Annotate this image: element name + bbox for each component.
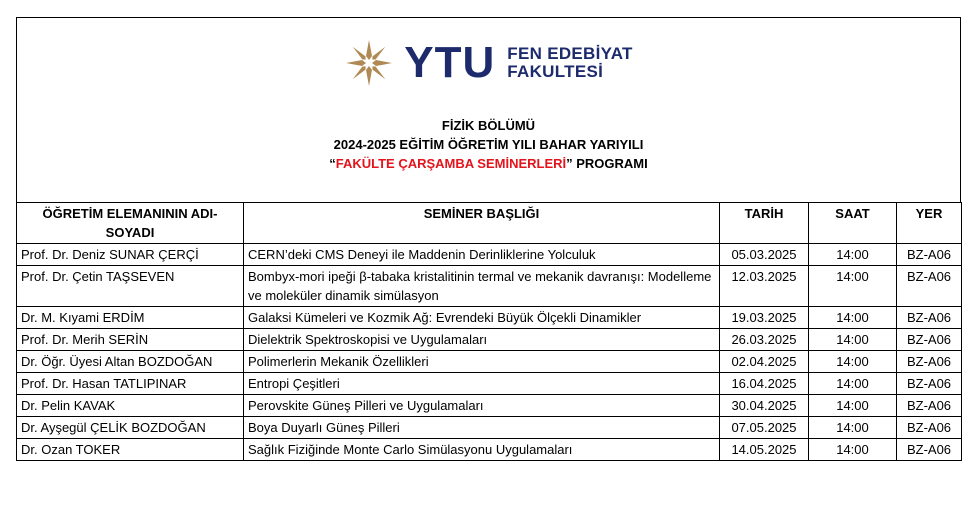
date-cell: 16.04.2025	[720, 373, 809, 395]
date-cell: 30.04.2025	[720, 395, 809, 417]
table-row	[17, 244, 962, 266]
date-cell: 14.05.2025	[720, 439, 809, 461]
place-cell: BZ-A06	[897, 395, 962, 417]
table-row	[17, 395, 962, 417]
star-emblem-icon	[344, 38, 394, 88]
lecturer-cell: Prof. Dr. Merih SERİN	[17, 329, 244, 351]
lecturer-cell: Dr. Ozan TOKER	[17, 439, 244, 461]
date-cell: 07.05.2025	[720, 417, 809, 439]
table-row	[17, 439, 962, 461]
seminar-title-cell: Galaksi Kümeleri ve Kozmik Ağ: Evrendeki Büyük Ölçekli Dinamikler	[244, 307, 720, 329]
seminar-title-cell: Perovskite Güneş Pilleri ve Uygulamaları	[244, 395, 720, 417]
time-cell: 14:00	[809, 417, 897, 439]
column-header-title: SEMİNER BAŞLIĞI	[244, 203, 720, 244]
place-cell: BZ-A06	[897, 417, 962, 439]
lecturer-cell: Dr. M. Kıyami ERDİM	[17, 307, 244, 329]
date-cell: 26.03.2025	[720, 329, 809, 351]
place-cell: BZ-A06	[897, 351, 962, 373]
seminar-document	[16, 17, 961, 461]
time-cell: 14:00	[809, 395, 897, 417]
place-cell: BZ-A06	[897, 266, 962, 307]
time-cell: 14:00	[809, 266, 897, 307]
lecturer-cell: Prof. Dr. Deniz SUNAR ÇERÇİ	[17, 244, 244, 266]
logo-faculty-line1: FEN EDEBİYAT	[507, 44, 633, 63]
time-cell: 14:00	[809, 439, 897, 461]
time-cell: 14:00	[809, 244, 897, 266]
document-header	[16, 17, 961, 202]
lecturer-cell: Dr. Pelin KAVAK	[17, 395, 244, 417]
date-cell: 19.03.2025	[720, 307, 809, 329]
program-title	[17, 154, 960, 173]
term-title: 2024-2025 EĞİTİM ÖĞRETİM YILI BAHAR YARIYILI	[333, 137, 644, 152]
table-row	[17, 417, 962, 439]
program-open-quote: “	[329, 156, 336, 171]
time-cell: 14:00	[809, 373, 897, 395]
seminar-title-cell: Bombyx-mori ipeği β-tabaka kristalitinin termal ve mekanik davranışı: Modelleme ve moleküler dinamik simülasyon	[244, 266, 720, 307]
document-titles	[17, 116, 960, 173]
lecturer-cell: Prof. Dr. Hasan TATLIPINAR	[17, 373, 244, 395]
seminar-table	[16, 202, 962, 461]
time-cell: 14:00	[809, 307, 897, 329]
time-cell: 14:00	[809, 329, 897, 351]
table-row	[17, 266, 962, 307]
date-cell: 05.03.2025	[720, 244, 809, 266]
table-row	[17, 351, 962, 373]
seminar-title-cell: Dielektrik Spektroskopisi ve Uygulamaları	[244, 329, 720, 351]
seminar-title-cell: Sağlık Fiziğinde Monte Carlo Simülasyonu Uygulamaları	[244, 439, 720, 461]
program-title-highlight: FAKÜLTE ÇARŞAMBA SEMİNERLERİ	[335, 156, 567, 171]
column-header-lecturer: ÖĞRETİM ELEMANININ ADI-SOYADI	[17, 203, 244, 244]
seminar-title-cell: Entropi Çeşitleri	[244, 373, 720, 395]
department-title: FİZİK BÖLÜMÜ	[441, 118, 536, 133]
seminar-title-cell: Polimerlerin Mekanik Özellikleri	[244, 351, 720, 373]
table-row	[17, 373, 962, 395]
place-cell: BZ-A06	[897, 307, 962, 329]
time-cell: 14:00	[809, 351, 897, 373]
lecturer-cell: Dr. Ayşegül ÇELİK BOZDOĞAN	[17, 417, 244, 439]
seminar-title-cell: Boya Duyarlı Güneş Pilleri	[244, 417, 720, 439]
table-header-row	[17, 203, 962, 244]
date-cell: 12.03.2025	[720, 266, 809, 307]
logo-faculty-name	[507, 45, 632, 81]
place-cell: BZ-A06	[897, 244, 962, 266]
place-cell: BZ-A06	[897, 329, 962, 351]
column-header-time: SAAT	[809, 203, 897, 244]
logo-faculty-line2: FAKULTESİ	[507, 62, 604, 81]
table-row	[17, 329, 962, 351]
place-cell: BZ-A06	[897, 439, 962, 461]
lecturer-cell: Dr. Öğr. Üyesi Altan BOZDOĞAN	[17, 351, 244, 373]
faculty-logo	[17, 38, 960, 88]
column-header-place: YER	[897, 203, 962, 244]
date-cell: 02.04.2025	[720, 351, 809, 373]
column-header-date: TARİH	[720, 203, 809, 244]
place-cell: BZ-A06	[897, 373, 962, 395]
lecturer-cell: Prof. Dr. Çetin TAŞSEVEN	[17, 266, 244, 307]
seminar-title-cell: CERN’deki CMS Deneyi ile Maddenin Derinliklerine Yolculuk	[244, 244, 720, 266]
program-title-rest: ” PROGRAMI	[566, 156, 648, 171]
table-row	[17, 307, 962, 329]
table-body	[17, 244, 962, 461]
logo-ytu-text: YTU	[404, 38, 496, 87]
